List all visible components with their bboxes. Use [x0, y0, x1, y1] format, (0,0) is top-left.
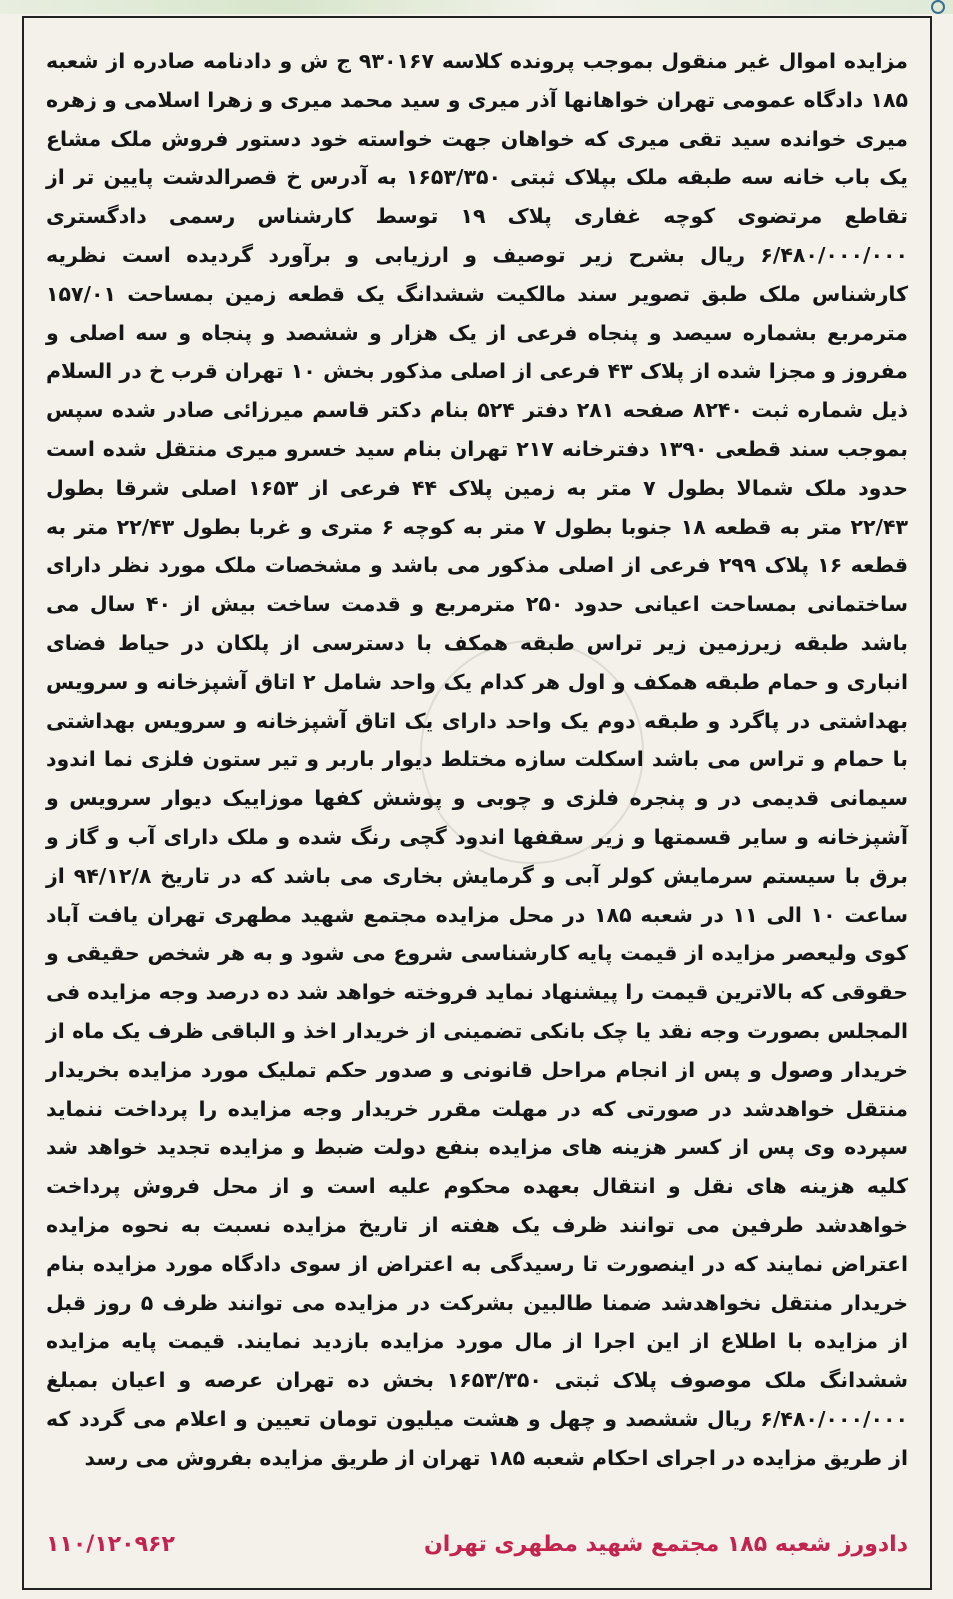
signature-line: [46, 1532, 908, 1557]
auction-notice-body: مزایده اموال غیر منقول بموجب پرونده کلاسه ۹۳۰۱۶۷ ج ش و دادنامه صادره از شعبه ۱۸۵ دادگاه عمومی تهران خواهانها آذر میری و سید محمد میری و زهرا اسلامی و زهره میری خوانده سید تقی میری که خواهان جهت خواسته خود دستور فروش ملک مشاع یک باب خانه سه طبقه ملک بپلاک ثبتی ۱۶۵۳/۳۵۰ به آدرس خ قصرالدشت پایین تر از تقاطع مرتضوی کوچه غفاری پلاک ۱۹ توسط کارشناس رسمی دادگستری ۶/۴۸۰/۰۰۰/۰۰۰ ریال بشرح زیر توصیف و ارزیابی و برآورد گردیده است نظریه کارشناس ملک طبق تصویر سند مالکیت ششدانگ یک قطعه زمین بمساحت ۱۵۷/۰۱ مترمربع بشماره سیصد و پنجاه فرعی از یک هزار و ششصد و پنجاه و سه اصلی و مفروز و مجزا شده از پلاک ۴۳ فرعی از اصلی مذکور بخش ۱۰ تهران قرب خ در السلام ذیل شماره ثبت ۸۲۴۰ صفحه ۲۸۱ دفتر ۵۲۴ بنام دکتر قاسم میرزائی صادر شده سپس بموجب سند قطعی ۱۳۹۰ دفترخانه ۲۱۷ تهران بنام سید خسرو میری منتقل شده است حدود ملک شمالا بطول ۷ متر به زمین پلاک ۴۴ فرعی از ۱۶۵۳ اصلی شرقا بطول ۲۲/۴۳ متر به قطعه ۱۸ جنوبا بطول ۷ متر به کوچه ۶ متری و غربا بطول ۲۲/۴۳ متر به قطعه ۱۶ پلاک ۲۹۹ فرعی از اصلی مذکور می باشد و مشخصات ملک مورد نظر دارای ساختمانی بمساحت اعیانی حدود ۲۵۰ مترمربع و قدمت ساخت بیش از ۴۰ سال می باشد طبقه زیرزمین زیر تراس طبقه همکف با دسترسی از پلکان در حیاط فضای انباری و حمام طبقه همکف و اول هر کدام یک واحد شامل ۲ اتاق آشپزخانه و سرویس بهداشتی در پاگرد و طبقه دوم یک واحد دارای یک اتاق آشپزخانه و سرویس بهداشتی با حمام و تراس می باشد اسکلت سازه مختلط دیوار باربر و تیر ستون فلزی نما اندود سیمانی قدیمی در و پنجره فلزی و چوبی و پوشش کفها موزاییک دیوار سرویس و آشپزخانه و سایر قسمتها و زیر سقفها اندود گچی رنگ شده و ملک دارای آب و گاز و برق با سیستم سرمایش کولر آبی و گرمایش بخاری می باشد که در تاریخ ۹۴/۱۲/۸ از ساعت ۱۰ الی ۱۱ در شعبه ۱۸۵ در محل مزایده مجتمع شهید مطهری تهران یافت آباد کوی ولیعصر مزایده از قیمت پایه کارشناسی شروع می شود و به هر شخص حقیقی و حقوقی که بالاترین قیمت را پیشنهاد نماید فروخته خواهد شد ده درصد وجه مزایده فی المجلس بصورت وجه نقد یا چک بانکی تضمینی از خریدار اخذ و الباقی ظرف یک ماه از خریدار وصول و پس از انجام مراحل قانونی و صدور حکم تملیک مورد مزایده بخریدار منتقل خواهدشد در صورتی که در مهلت مقرر خریدار وجه مزایده را پرداخت ننماید سپرده وی پس از کسر هزینه های مزایده بنفع دولت ضبط و مزایده تجدید خواهد شد کلیه هزینه های نقل و انتقال بعهده محکوم علیه است و از محل فروش پرداخت خواهدشد طرفین می توانند ظرف یک هفته از تاریخ مزایده نسبت به نحوه مزایده اعتراض نمایند که در اینصورت تا رسیدگی به اعتراض از سوی دادگاه مورد مزایده بنام خریدار منتقل نخواهدشد ضمنا طالبین بشرکت در مزایده می توانند ظرف ۵ روز قبل از مزایده با اطلاع از این اجرا از مال مورد مزایده بازدید نمایند. قیمت پایه مزایده ششدانگ ملک موصوف پلاک ثبتی ۱۶۵۳/۳۵۰ بخش ده تهران عرصه و اعیان بمبلغ ۶/۴۸۰/۰۰۰/۰۰۰ ریال ششصد و چهل و هشت میلیون تومان تعیین و اعلام می گردد که از طریق مزایده در اجرای احکام شعبه ۱۸۵ تهران از طریق مزایده بفروش می رسد: [46, 49, 909, 1470]
reference-number: ۱۱۰/۱۲۰۹۶۲: [46, 1532, 175, 1557]
issuer-signature: دادورز شعبه ۱۸۵ مجتمع شهید مطهری تهران: [423, 1532, 908, 1557]
corner-circle-mark: [931, 0, 945, 14]
top-color-strip: [0, 0, 953, 14]
